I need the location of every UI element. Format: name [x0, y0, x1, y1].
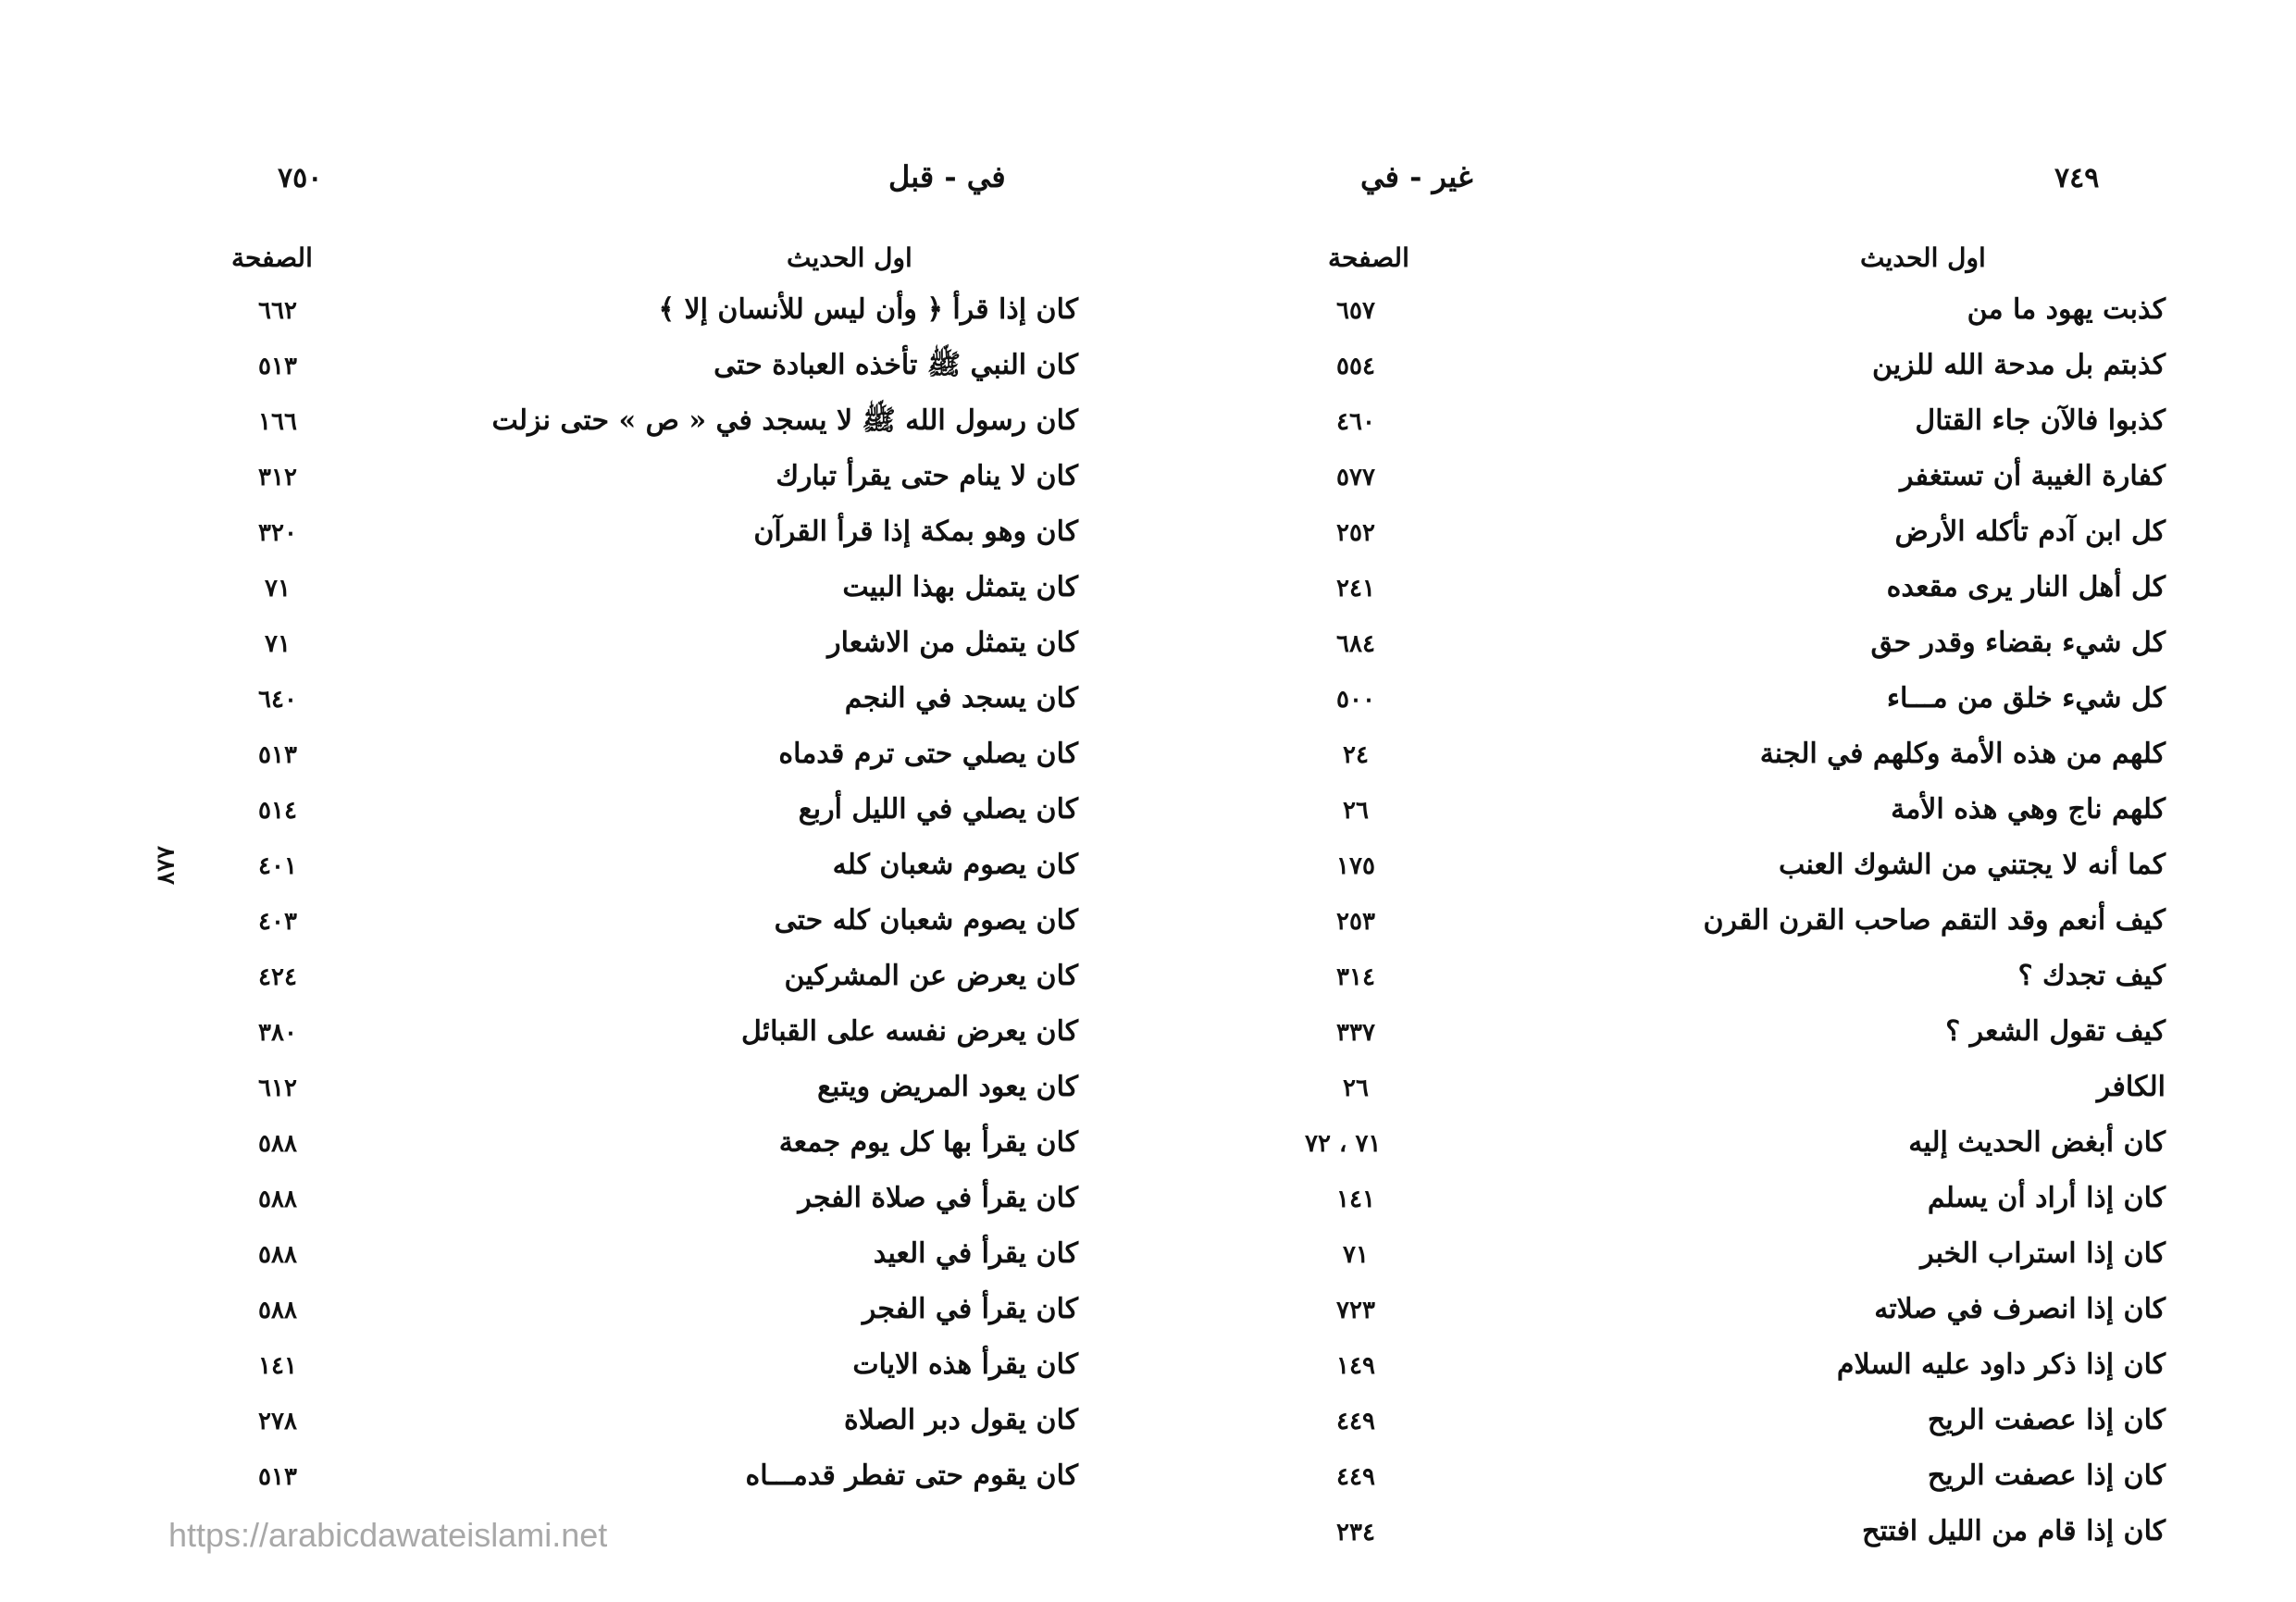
hadith-opening-text: كان يعود المريض ويتبع [817, 1071, 1078, 1103]
index-list [0, 282, 1078, 1504]
hadith-opening-text: كيف تقول الشعر ؟ [1945, 1015, 2166, 1048]
hadith-opening-text: الكافر [2096, 1071, 2166, 1103]
page-reference: ٥٠٠ [1336, 686, 1375, 714]
index-entry [0, 449, 1078, 504]
page-reference: ٣٨٠ [258, 1019, 297, 1047]
hadith-opening-text: كان إذا قام من الليل افتتح [1862, 1515, 2166, 1547]
hadith-opening-text: كيف أنعم وقد التقم صاحب القرن القرن [1703, 904, 2166, 937]
page-reference: ٤٤٩ [1336, 1408, 1375, 1435]
margin-page-mark: ٨٨٧ [151, 846, 180, 885]
index-entry [0, 1060, 1078, 1115]
page-reference: ٥٥٤ [1336, 353, 1375, 380]
index-entry [0, 1282, 1078, 1337]
index-entry [1148, 338, 2166, 393]
hadith-opening-text: كان يتمثل من الاشعار [827, 627, 1078, 659]
index-entry [0, 338, 1078, 393]
hadith-opening-text: كان إذا قرأ ﴿ وأن ليس للأنسان إلا ﴾ [658, 293, 1078, 326]
page-reference: ٦٨٤ [1336, 630, 1375, 658]
hadith-opening-text: كفارة الغيبة أن تستغفر [1899, 460, 2166, 492]
index-entry [0, 1337, 1078, 1393]
index-entry [0, 615, 1078, 671]
index-entry [1148, 615, 2166, 671]
index-entry [1148, 1448, 2166, 1504]
index-entry [1148, 560, 2166, 615]
hadith-opening-text: كان إذا عصفت الريح [1927, 1404, 2166, 1436]
index-entry [1148, 1282, 2166, 1337]
index-entry [0, 1171, 1078, 1226]
hadith-opening-text: كان يسجد في النجم [844, 682, 1078, 714]
running-title: في - قبل [888, 159, 1006, 194]
hadith-opening-text: كل ابن آدم تأكله الأرض [1894, 515, 2166, 548]
index-entry [1148, 838, 2166, 893]
page-reference: ١٤١ [1336, 1186, 1375, 1213]
hadith-opening-text: كان إذا عصفت الريح [1927, 1459, 2166, 1492]
page-reference: ٧٢٣ [1336, 1297, 1375, 1324]
index-entry [1148, 1060, 2166, 1115]
page-reference: ٥٨٨ [258, 1241, 297, 1269]
right-page [1148, 0, 2296, 1602]
hadith-opening-text: كان يقرأ في صلاة الفجر [798, 1182, 1078, 1214]
page-reference: ٤٦٠ [1336, 408, 1375, 436]
index-entry [0, 1393, 1078, 1448]
page-reference: ١٧٥ [1336, 852, 1375, 880]
page-number: ٧٥٠ [278, 162, 323, 194]
page-reference: ٦٦٢ [258, 297, 297, 325]
hadith-opening-text: كان يقرأ بها كل يوم جمعة [778, 1126, 1078, 1159]
column-header-hadith-start: اول الحديث [787, 242, 912, 273]
page-reference: ٥٨٨ [258, 1130, 297, 1158]
hadith-opening-text: كان يقرأ في العيد [873, 1237, 1078, 1270]
hadith-opening-text: كان يعرض نفسه على القبائل [741, 1015, 1078, 1048]
page-reference: ٤٠١ [258, 852, 297, 880]
page-reference: ٣١٢ [258, 464, 297, 491]
hadith-opening-text: كان رسول الله ﷺ لا يسجد في « ص » حتى نزلت [491, 404, 1078, 437]
index-entry [1148, 1504, 2166, 1559]
index-entry [0, 1004, 1078, 1060]
page-reference: ٤٠٣ [258, 908, 297, 936]
hadith-opening-text: كان إذا أراد أن يسلم [1927, 1182, 2166, 1214]
index-entry [0, 560, 1078, 615]
hadith-opening-text: كما أنه لا يجتني من الشوك العنب [1779, 849, 2166, 881]
page-reference: ٥١٣ [258, 741, 297, 769]
page-reference: ٢٣٤ [1336, 1519, 1375, 1546]
hadith-opening-text: كل شيء بقضاء وقدر حق [1870, 627, 2166, 659]
page-reference: ٥٧٧ [1336, 464, 1375, 491]
hadith-opening-text: كان إذا ذكر داود عليه السلام [1836, 1348, 2166, 1381]
index-entry [0, 726, 1078, 782]
page-reference: ٥١٣ [258, 1463, 297, 1491]
index-entry [1148, 393, 2166, 449]
hadith-opening-text: كان يصوم شعبان كله [832, 849, 1078, 881]
index-entry [1148, 282, 2166, 338]
hadith-opening-text: كان يصلي في الليل أربع [798, 793, 1078, 826]
page-reference: ٢٦ [1343, 797, 1369, 825]
watermark-url: https://arabicdawateislami.net [168, 1516, 608, 1554]
column-header-hadith-start: اول الحديث [1860, 242, 1986, 273]
index-list [1148, 282, 2166, 1559]
index-entry [1148, 1115, 2166, 1171]
page-reference: ١٦٦ [258, 408, 297, 436]
page-reference: ٧١ [265, 630, 291, 658]
index-entry [1148, 1171, 2166, 1226]
hadith-opening-text: كلهم من هذه الأمة وكلهم في الجنة [1759, 738, 2166, 770]
hadith-opening-text: كان يقرأ هذه الايات [852, 1348, 1078, 1381]
page-reference: ٣١٤ [1336, 963, 1375, 991]
index-entry [1148, 504, 2166, 560]
page-reference: ٣٢٠ [258, 519, 297, 547]
index-entry [1148, 1004, 2166, 1060]
page-reference: ٣٣٧ [1336, 1019, 1375, 1047]
hadith-opening-text: كذبوا فالآن جاء القتال [1915, 404, 2166, 437]
hadith-opening-text: كان إذا استراب الخبر [1920, 1237, 2166, 1270]
page-reference: ٥١٣ [258, 353, 297, 380]
hadith-opening-text: كذبتم بل مدحة الله للزين [1872, 349, 2166, 381]
index-entry [0, 949, 1078, 1004]
hadith-opening-text: كيف تجدك ؟ [2017, 960, 2166, 992]
page-reference: ٢٧٨ [258, 1408, 297, 1435]
page-reference: ٤٤٩ [1336, 1463, 1375, 1491]
index-entry [1148, 1393, 2166, 1448]
hadith-opening-text: كان يقول دبر الصلاة [844, 1404, 1078, 1436]
index-entry [0, 393, 1078, 449]
index-entry [1148, 893, 2166, 949]
index-entry [0, 1448, 1078, 1504]
hadith-opening-text: كان وهو بمكة إذا قرأ القرآن [753, 515, 1078, 548]
page-reference: ٦٤٠ [258, 686, 297, 714]
index-entry [0, 671, 1078, 726]
hadith-opening-text: كلهم ناج وهي هذه الأمة [1891, 793, 2166, 826]
page-reference: ٢٦ [1343, 1074, 1369, 1102]
index-entry [1148, 1226, 2166, 1282]
index-entry [1148, 949, 2166, 1004]
hadith-opening-text: كان النبي ﷺ تأخذه العبادة حتى [714, 349, 1078, 381]
page-reference: ٥١٤ [258, 797, 297, 825]
page-reference: ٢٤ [1343, 741, 1369, 769]
hadith-opening-text: كان لا ينام حتى يقرأ تبارك [776, 460, 1078, 492]
hadith-opening-text: كان يقرأ في الفجر [862, 1293, 1078, 1325]
index-entry [0, 282, 1078, 338]
page-reference: ٥٨٨ [258, 1186, 297, 1213]
index-entry [1148, 1337, 2166, 1393]
page-reference: ٢٥٣ [1336, 908, 1375, 936]
hadith-opening-text: كان يصلي حتى ترم قدماه [778, 738, 1078, 770]
index-entry [1148, 449, 2166, 504]
index-entry [0, 1226, 1078, 1282]
hadith-opening-text: كل شيء خلق من مـــاء [1886, 682, 2166, 714]
page-reference: ١٤٩ [1336, 1352, 1375, 1380]
index-entry [1148, 782, 2166, 838]
page-reference: ٦١٢ [258, 1074, 297, 1102]
hadith-opening-text: كان إذا انصرف في صلاته [1874, 1293, 2166, 1325]
page-reference: ٥٨٨ [258, 1297, 297, 1324]
page-reference: ٧١ [1343, 1241, 1369, 1269]
index-entry [0, 893, 1078, 949]
index-entry [0, 504, 1078, 560]
page-reference: ٧١ [265, 575, 291, 602]
hadith-opening-text: كل أهل النار يرى مقعده [1886, 571, 2166, 603]
page-number: ٧٤٩ [2054, 162, 2100, 194]
hadith-opening-text: كان يقوم حتى تفطر قدمـــاه [745, 1459, 1078, 1492]
page-reference: ٦٥٧ [1336, 297, 1375, 325]
column-header-page: الصفحة [231, 242, 313, 273]
page-reference: ٢٥٢ [1336, 519, 1375, 547]
column-header-page: الصفحة [1328, 242, 1409, 273]
page-reference: ١٤١ [258, 1352, 297, 1380]
hadith-opening-text: كذبت يهود ما من [1967, 293, 2166, 326]
hadith-opening-text: كان يعرض عن المشركين [784, 960, 1078, 992]
index-entry [0, 782, 1078, 838]
hadith-opening-text: كان يتمثل بهذا البيت [842, 571, 1078, 603]
index-entry [1148, 726, 2166, 782]
hadith-opening-text: كان يصوم شعبان كله حتى [774, 904, 1078, 937]
index-entry [1148, 671, 2166, 726]
page-reference: ٢٤١ [1336, 575, 1375, 602]
index-entry [0, 1115, 1078, 1171]
page-reference: ٧١ ، ٧٢ [1305, 1130, 1382, 1158]
page-reference: ٤٢٤ [258, 963, 297, 991]
running-title: غير - في [1360, 159, 1473, 194]
hadith-opening-text: كان أبغض الحديث إليه [1908, 1126, 2166, 1159]
